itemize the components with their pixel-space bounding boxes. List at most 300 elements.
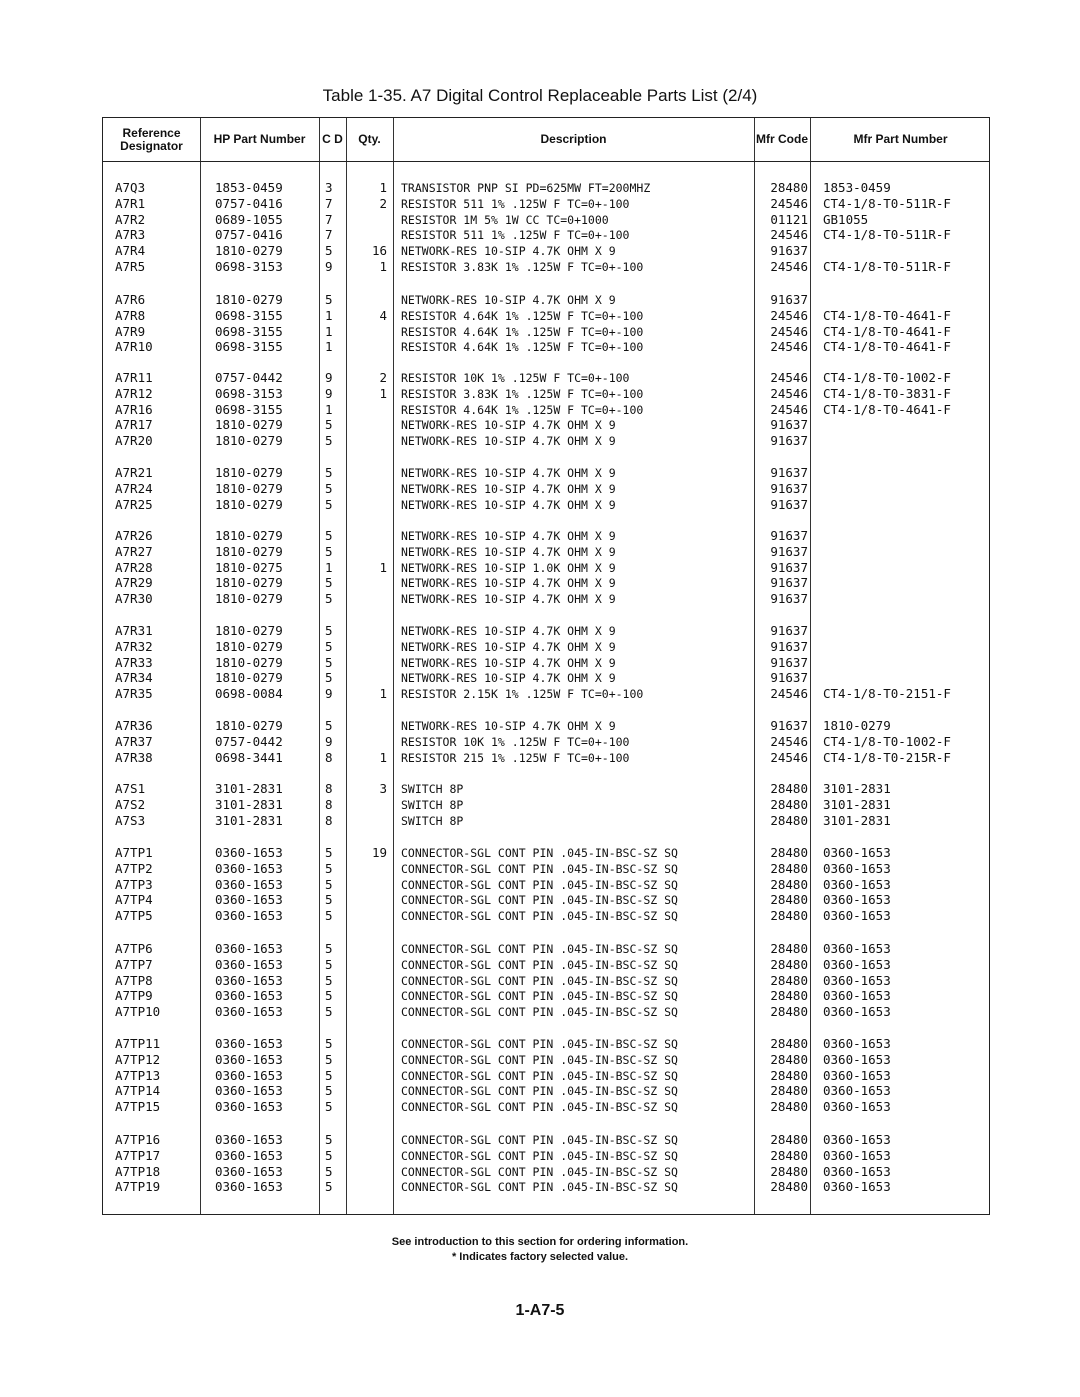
mfr-code: 28480 [770,988,808,1004]
column-divider [319,118,320,1214]
check-digit: 7 [325,211,333,227]
check-digit: 5 [325,718,333,733]
reference-designator: A7TP12 [115,1051,161,1067]
reference-designator: A7R30 [115,591,153,607]
mfr-code: 28480 [770,1132,808,1147]
description: CONNECTOR-SGL CONT PIN .045-IN-BSC-SZ SQ [401,1037,678,1051]
hp-part-number: 1810-0279 [215,575,283,591]
reference-designator: A7R24 [115,480,153,496]
quantity [349,227,387,243]
mfr-part-number [823,292,989,308]
quantity: 3 [379,781,387,796]
reference-designator: A7TP3 [115,876,153,892]
reference-designator: A7TP6 [115,941,153,956]
mfr-code: 24546 [770,749,808,765]
mfr-part-number: 0360-1653 [823,972,891,988]
check-digit: 5 [325,908,333,924]
check-digit: 5 [325,845,333,860]
hp-part-number: 0360-1653 [215,1004,283,1020]
check-digit: 7 [325,227,333,243]
mfr-part-number: 3101-2831 [823,781,891,796]
description: NETWORK-RES 10-SIP 4.7K OHM X 9 [401,719,616,733]
check-digit: 5 [325,988,333,1004]
hp-part-number: 0360-1653 [215,908,283,924]
reference-designator: A7TP10 [115,1004,161,1020]
check-digit: 5 [325,1083,333,1099]
mfr-part-number: 0360-1653 [823,1179,891,1195]
mfr-code: 28480 [770,180,808,195]
hp-part-number: 0360-1653 [215,941,283,956]
mfr-code: 91637 [770,480,808,496]
check-digit: 5 [325,654,333,670]
hp-part-number: 0757-0442 [215,733,283,749]
quantity [349,212,387,228]
check-digit: 1 [325,323,333,339]
hp-part-number: 0360-1653 [215,956,283,972]
hp-part-number: 1810-0279 [215,292,283,307]
description: RESISTOR 4.64K 1% .125W F TC=0+-100 [401,308,644,323]
check-digit: 5 [325,638,333,654]
quantity [349,718,387,734]
quantity [349,1132,387,1148]
reference-designator: A7R21 [115,465,153,480]
description: RESISTOR 4.64K 1% .125W F TC=0+-100 [401,340,644,355]
check-digit: 3 [325,180,333,195]
mfr-code: 91637 [770,638,808,654]
mfr-part-number: 1853-0459 [823,180,891,195]
description: CONNECTOR-SGL CONT PIN .045-IN-BSC-SZ SQ [401,893,678,908]
mfr-part-number: CT4-1/8-T0-3831-F [823,385,951,401]
hp-part-number: 1810-0279 [215,496,283,512]
header-reference-designator: Reference Designator [120,125,183,153]
mfr-part-number [823,497,989,513]
check-digit: 9 [325,370,333,385]
mfr-code: 28480 [770,972,808,988]
mfr-code: 28480 [770,908,808,924]
reference-designator: A7R5 [115,259,146,274]
hp-part-number: 0757-0416 [215,227,283,243]
hp-part-number: 1810-0279 [215,718,283,733]
reference-designator: A7R8 [115,307,146,323]
description: RESISTOR 511 1% .125W F TC=0+-100 [401,196,630,211]
hp-part-number: 0360-1653 [215,1051,283,1067]
hp-part-number: 1810-0279 [215,243,283,259]
header-qty: Qty. [358,132,381,146]
description: CONNECTOR-SGL CONT PIN .045-IN-BSC-SZ SQ [401,909,678,924]
check-digit: 5 [325,972,333,988]
hp-part-number: 0360-1653 [215,1163,283,1179]
reference-designator: A7R27 [115,543,153,559]
reference-designator: A7R16 [115,401,153,417]
description: TRANSISTOR PNP SI PD=625MW FT=200MHZ [401,181,651,195]
mfr-part-number [823,670,989,686]
mfr-part-number: CT4-1/8-T0-511R-F [823,227,951,243]
quantity: 16 [371,243,387,259]
mfr-code: 24546 [770,339,808,355]
reference-designator: A7TP7 [115,956,153,972]
check-digit: 5 [325,876,333,892]
quantity [349,497,387,513]
check-digit: 5 [325,591,333,607]
quantity [349,877,387,893]
mfr-part-number [823,575,989,591]
reference-designator: A7R9 [115,323,146,339]
check-digit: 5 [325,892,333,908]
hp-part-number: 0698-3153 [215,385,283,401]
description: NETWORK-RES 10-SIP 4.7K OHM X 9 [401,544,616,559]
header-cd: C D [322,132,343,146]
mfr-part-number: 0360-1653 [823,860,891,876]
mfr-code: 24546 [770,401,808,417]
quantity [349,1068,387,1084]
mfr-code: 24546 [770,323,808,339]
quantity: 1 [379,259,387,274]
check-digit: 9 [325,686,333,702]
mfr-part-number: 3101-2831 [823,812,891,828]
column-divider [810,118,811,1214]
hp-part-number: 3101-2831 [215,796,283,812]
mfr-code: 91637 [770,623,808,638]
description: RESISTOR 4.64K 1% .125W F TC=0+-100 [401,324,644,339]
mfr-part-number: 0360-1653 [823,956,891,972]
reference-designator: A7S1 [115,781,146,796]
quantity [349,861,387,877]
mfr-code: 91637 [770,292,808,307]
reference-designator: A7R1 [115,195,146,211]
description: NETWORK-RES 10-SIP 4.7K OHM X 9 [401,434,616,449]
factory-selected-note: * Indicates factory selected value. [451,1251,629,1263]
mfr-code: 28480 [770,1036,808,1051]
hp-part-number: 0360-1653 [215,988,283,1004]
check-digit: 7 [325,195,333,211]
mfr-part-number [823,481,989,497]
quantity [349,623,387,639]
mfr-code: 24546 [770,259,808,274]
mfr-part-number: CT4-1/8-T0-2151-F [823,686,951,702]
quantity: 1 [379,749,387,765]
mfr-code: 91637 [770,543,808,559]
quantity [349,465,387,481]
description: CONNECTOR-SGL CONT PIN .045-IN-BSC-SZ SQ [401,1164,678,1179]
mfr-part-number: CT4-1/8-T0-4641-F [823,401,951,417]
check-digit: 5 [325,956,333,972]
hp-part-number: 1810-0279 [215,465,283,480]
description: RESISTOR 511 1% .125W F TC=0+-100 [401,228,630,243]
mfr-part-number [823,639,989,655]
mfr-part-number [823,433,989,449]
mfr-part-number: 0360-1653 [823,845,891,860]
hp-part-number: 0757-0442 [215,370,283,385]
description: CONNECTOR-SGL CONT PIN .045-IN-BSC-SZ SQ [401,1148,678,1163]
mfr-part-number: 0360-1653 [823,908,891,924]
mfr-code: 28480 [770,1179,808,1195]
reference-designator: A7TP15 [115,1099,161,1115]
mfr-code: 28480 [770,1004,808,1020]
reference-designator: A7R38 [115,749,153,765]
description: CONNECTOR-SGL CONT PIN .045-IN-BSC-SZ SQ [401,1005,678,1020]
mfr-part-number: CT4-1/8-T0-511R-F [823,259,951,274]
description: RESISTOR 3.83K 1% .125W F TC=0+-100 [401,386,644,401]
description: RESISTOR 1M 5% 1W CC TC=0+1000 [401,212,609,227]
description: NETWORK-RES 10-SIP 4.7K OHM X 9 [401,624,616,638]
description: NETWORK-RES 10-SIP 4.7K OHM X 9 [401,671,616,686]
description: NETWORK-RES 10-SIP 4.7K OHM X 9 [401,576,616,591]
hp-part-number: 1810-0279 [215,654,283,670]
check-digit: 8 [325,781,333,796]
description: CONNECTOR-SGL CONT PIN .045-IN-BSC-SZ SQ [401,1100,678,1115]
hp-part-number: 0360-1653 [215,876,283,892]
reference-designator: A7R36 [115,718,153,733]
mfr-code: 28480 [770,876,808,892]
mfr-part-number: GB1055 [823,211,869,227]
hp-part-number: 0757-0416 [215,195,283,211]
mfr-code: 28480 [770,845,808,860]
mfr-code: 28480 [770,812,808,828]
check-digit: 5 [325,1004,333,1020]
mfr-part-number: 0360-1653 [823,892,891,908]
quantity [349,655,387,671]
mfr-code: 91637 [770,559,808,575]
quantity: 1 [379,385,387,401]
quantity: 1 [379,180,387,195]
reference-designator: A7R32 [115,638,153,654]
description: CONNECTOR-SGL CONT PIN .045-IN-BSC-SZ SQ [401,973,678,988]
reference-designator: A7R33 [115,654,153,670]
mfr-code: 28480 [770,1083,808,1099]
mfr-code: 28480 [770,956,808,972]
reference-designator: A7TP14 [115,1083,161,1099]
mfr-part-number [823,591,989,607]
header-mfr-code: Mfr Code [756,132,808,146]
check-digit: 1 [325,339,333,355]
reference-designator: A7R3 [115,227,146,243]
quantity [349,957,387,973]
reference-designator: A7R17 [115,417,153,433]
quantity: 1 [379,559,387,575]
quantity [349,973,387,989]
description: CONNECTOR-SGL CONT PIN .045-IN-BSC-SZ SQ [401,1052,678,1067]
reference-designator: A7TP17 [115,1147,161,1163]
description: NETWORK-RES 10-SIP 4.7K OHM X 9 [401,481,616,496]
quantity [349,1004,387,1020]
check-digit: 8 [325,812,333,828]
reference-designator: A7R10 [115,339,153,355]
mfr-code: 28480 [770,1051,808,1067]
check-digit: 5 [325,243,333,259]
mfr-code: 28480 [770,796,808,812]
check-digit: 5 [325,433,333,449]
quantity [349,417,387,433]
description: NETWORK-RES 10-SIP 1.0K OHM X 9 [401,560,616,575]
mfr-code: 28480 [770,1163,808,1179]
mfr-part-number: 3101-2831 [823,796,891,812]
mfr-code: 91637 [770,528,808,543]
reference-designator: A7TP2 [115,860,153,876]
check-digit: 5 [325,1036,333,1051]
reference-designator: A7TP16 [115,1132,161,1147]
hp-part-number: 0360-1653 [215,972,283,988]
quantity [349,1052,387,1068]
mfr-part-number: 0360-1653 [823,1163,891,1179]
description: NETWORK-RES 10-SIP 4.7K OHM X 9 [401,655,616,670]
check-digit: 5 [325,670,333,686]
hp-part-number: 0689-1055 [215,211,283,227]
check-digit: 5 [325,1099,333,1115]
quantity [349,1179,387,1195]
mfr-part-number: 0360-1653 [823,1051,891,1067]
check-digit: 5 [325,860,333,876]
hp-part-number: 1810-0279 [215,670,283,686]
mfr-part-number: 0360-1653 [823,988,891,1004]
mfr-part-number: 0360-1653 [823,1132,891,1147]
quantity [349,591,387,607]
mfr-code: 91637 [770,465,808,480]
hp-part-number: 1853-0459 [215,180,283,195]
description: RESISTOR 4.64K 1% .125W F TC=0+-100 [401,402,644,417]
header-hp-part-number: HP Part Number [213,132,306,146]
hp-part-number: 1810-0279 [215,528,283,543]
quantity: 2 [379,195,387,211]
reference-designator: A7R28 [115,559,153,575]
quantity [349,941,387,957]
description: RESISTOR 215 1% .125W F TC=0+-100 [401,750,630,765]
header-description: Description [540,132,607,146]
mfr-code: 24546 [770,385,808,401]
mfr-part-number: CT4-1/8-T0-1002-F [823,733,951,749]
column-divider [346,118,347,1214]
hp-part-number: 0360-1653 [215,892,283,908]
reference-designator: A7TP18 [115,1163,161,1179]
quantity [349,544,387,560]
quantity: 19 [371,845,387,860]
reference-designator: A7R31 [115,623,153,638]
quantity: 4 [379,307,387,323]
hp-part-number: 1810-0279 [215,591,283,607]
mfr-part-number [823,560,989,576]
description: CONNECTOR-SGL CONT PIN .045-IN-BSC-SZ SQ [401,989,678,1004]
check-digit: 9 [325,385,333,401]
reference-designator: A7R20 [115,433,153,449]
hp-part-number: 0360-1653 [215,1179,283,1195]
hp-part-number: 1810-0279 [215,543,283,559]
mfr-code: 28480 [770,892,808,908]
reference-designator: A7S3 [115,812,146,828]
description: CONNECTOR-SGL CONT PIN .045-IN-BSC-SZ SQ [401,957,678,972]
mfr-part-number: CT4-1/8-T0-4641-F [823,307,951,323]
check-digit: 8 [325,796,333,812]
check-digit: 5 [325,1179,333,1195]
description: NETWORK-RES 10-SIP 4.7K OHM X 9 [401,639,616,654]
check-digit: 5 [325,1132,333,1147]
check-digit: 5 [325,1147,333,1163]
reference-designator: A7R26 [115,528,153,543]
reference-designator: A7R35 [115,686,153,702]
quantity: 2 [379,370,387,385]
check-digit: 5 [325,543,333,559]
reference-designator: A7R34 [115,670,153,686]
mfr-part-number [823,465,989,481]
description: NETWORK-RES 10-SIP 4.7K OHM X 9 [401,418,616,433]
mfr-part-number [823,655,989,671]
check-digit: 1 [325,559,333,575]
page-number: 1-A7-5 [515,1302,565,1319]
column-divider [200,118,201,1214]
quantity [349,481,387,497]
mfr-part-number: 0360-1653 [823,1083,891,1099]
description: CONNECTOR-SGL CONT PIN .045-IN-BSC-SZ SQ [401,861,678,876]
mfr-part-number: 0360-1653 [823,876,891,892]
quantity [349,292,387,308]
reference-designator: A7R2 [115,211,146,227]
table-title: Table 1-35. A7 Digital Control Replaceable Parts List (2/4) [322,86,758,105]
parts-table [102,117,990,1215]
check-digit: 9 [325,733,333,749]
check-digit: 5 [325,465,333,480]
description: CONNECTOR-SGL CONT PIN .045-IN-BSC-SZ SQ [401,942,678,956]
quantity [349,797,387,813]
hp-part-number: 1810-0279 [215,638,283,654]
hp-part-number: 0360-1653 [215,1099,283,1115]
description: CONNECTOR-SGL CONT PIN .045-IN-BSC-SZ SQ [401,846,678,860]
hp-part-number: 1810-0279 [215,480,283,496]
mfr-code: 28480 [770,1099,808,1115]
hp-part-number: 0360-1653 [215,1132,283,1147]
reference-designator: A7R37 [115,733,153,749]
description: RESISTOR 10K 1% .125W F TC=0+-100 [401,734,630,749]
reference-designator: A7TP1 [115,845,153,860]
mfr-part-number: 1810-0279 [823,718,891,733]
mfr-code: 91637 [770,575,808,591]
mfr-code: 01121 [770,211,808,227]
description: RESISTOR 10K 1% .125W F TC=0+-100 [401,371,630,385]
quantity [349,670,387,686]
hp-part-number: 1810-0279 [215,417,283,433]
mfr-part-number [823,623,989,639]
check-digit: 1 [325,401,333,417]
reference-designator: A7R12 [115,385,153,401]
quantity [349,528,387,544]
hp-part-number: 0698-3155 [215,401,283,417]
description: NETWORK-RES 10-SIP 4.7K OHM X 9 [401,293,616,307]
check-digit: 5 [325,575,333,591]
ordering-note: See introduction to this section for ordering information. [391,1236,689,1248]
mfr-code: 24546 [770,686,808,702]
mfr-part-number: CT4-1/8-T0-511R-F [823,195,951,211]
mfr-code: 91637 [770,654,808,670]
reference-designator: A7TP11 [115,1036,161,1051]
mfr-code: 91637 [770,243,808,259]
mfr-code: 28480 [770,781,808,796]
reference-designator: A7TP13 [115,1067,161,1083]
mfr-code: 91637 [770,670,808,686]
mfr-code: 28480 [770,1067,808,1083]
quantity [349,813,387,829]
description: CONNECTOR-SGL CONT PIN .045-IN-BSC-SZ SQ [401,1133,678,1147]
description: CONNECTOR-SGL CONT PIN .045-IN-BSC-SZ SQ [401,1180,678,1195]
hp-part-number: 0360-1653 [215,860,283,876]
mfr-part-number: 0360-1653 [823,1036,891,1051]
quantity [349,402,387,418]
hp-part-number: 0360-1653 [215,845,283,860]
mfr-code: 28480 [770,1147,808,1163]
check-digit: 9 [325,259,333,274]
mfr-part-number: CT4-1/8-T0-215R-F [823,749,951,765]
quantity [349,1099,387,1115]
reference-designator: A7S2 [115,796,146,812]
hp-part-number: 0360-1653 [215,1083,283,1099]
hp-part-number: 1810-0279 [215,433,283,449]
quantity [349,908,387,924]
